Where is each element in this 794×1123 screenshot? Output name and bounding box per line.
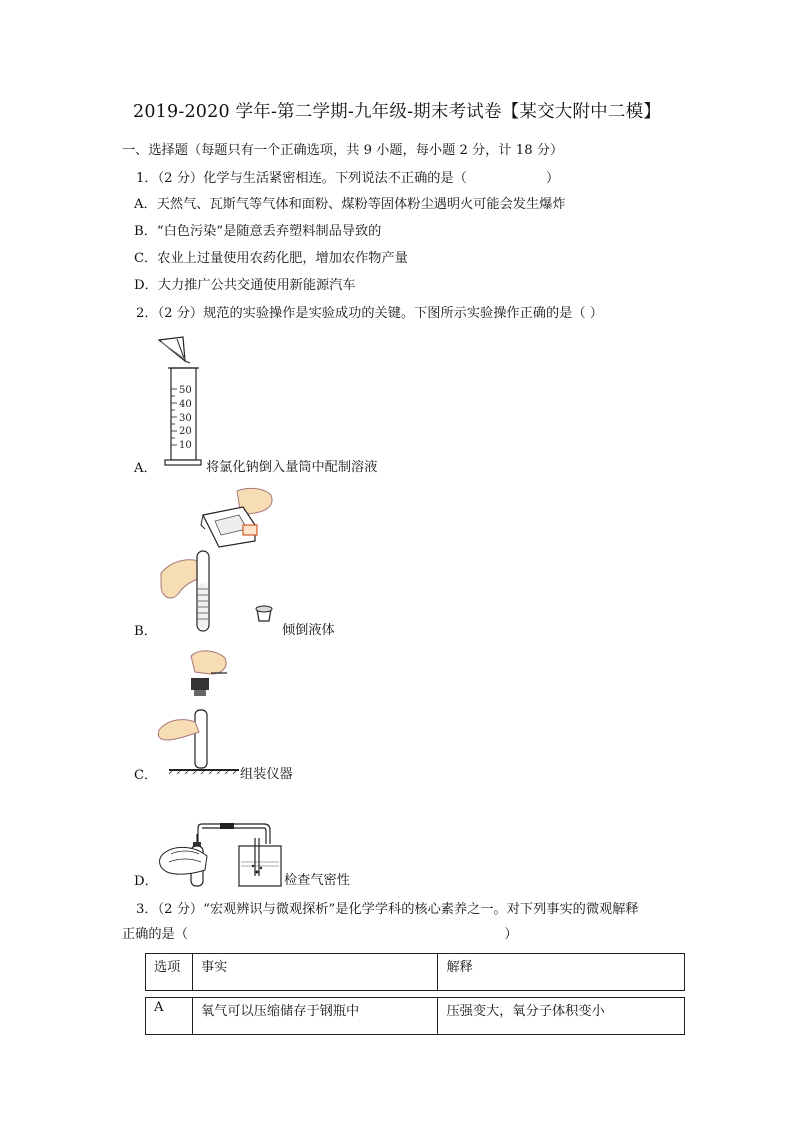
- question-3-stem-line2: 正确的是（ ）: [122, 927, 518, 942]
- question-2-option-d-caption: 检查气密性: [284, 873, 350, 888]
- question-2-option-a-caption: 将氯化钠倒入量筒中配制溶液: [206, 460, 378, 475]
- question-1-option-c: C．农业上过量使用农药化肥，增加农作物产量: [134, 251, 408, 266]
- question-2-option-c-caption: 组装仪器: [240, 767, 293, 782]
- cylinder-scale-label: 20: [179, 426, 192, 437]
- cylinder-scale-label: 10: [179, 440, 192, 451]
- airtightness-check-icon: [155, 840, 285, 888]
- assembling-apparatus-icon: [155, 648, 240, 773]
- table-header-cell: 事实: [192, 954, 438, 991]
- rubber-tube-icon: [188, 822, 288, 844]
- page-title: 2019-2020 学年-第二学期-九年级-期末考试卷【某交大附中二模】: [133, 102, 661, 122]
- question-3-stem-line1: 3．（2 分）“宏观辨识与微观探析”是化学学科的核心素养之一。对下列事实的微观解释: [136, 902, 639, 917]
- question-2-option-a-letter: A．: [134, 461, 157, 476]
- question-1-stem: 1．（2 分）化学与生活紧密相连。下列说法不正确的是（ ）: [136, 171, 560, 186]
- question-1-option-a: A．天然气、瓦斯气等气体和面粉、煤粉等固体粉尘遇明火可能会发生爆炸: [134, 197, 566, 212]
- question-2-option-d-letter: D．: [134, 874, 158, 889]
- table-cell: 氧气可以压缩储存于钢瓶中: [192, 998, 438, 1035]
- question-2-option-c-letter: C．: [134, 768, 158, 783]
- table-header-cell: 选项: [146, 954, 193, 991]
- graduated-cylinder-icon: [155, 335, 215, 470]
- table-header-row: [146, 954, 685, 991]
- cylinder-scale-label: 40: [179, 399, 192, 410]
- table-row: [146, 998, 685, 1035]
- question-3-table: [145, 953, 685, 1035]
- section-heading: 一、选择题（每题只有一个正确选项，共 9 小题，每小题 2 分，计 18 分）: [122, 143, 564, 158]
- question-2-option-b-letter: B．: [134, 624, 157, 639]
- question-2-option-b-caption: 倾倒液体: [282, 623, 335, 638]
- question-2-stem: 2．（2 分）规范的实验操作是实验成功的关键。下图所示实验操作正确的是（ ）: [136, 306, 603, 321]
- cylinder-scale-label: 30: [179, 413, 192, 424]
- table-cell: A: [146, 998, 193, 1035]
- question-1-option-b: B．“白色污染”是随意丢弃塑料制品导致的: [134, 224, 382, 239]
- cylinder-scale-label: 50: [179, 385, 192, 396]
- question-1-option-d: D．大力推广公共交通使用新能源汽车: [134, 278, 356, 293]
- table-header-cell: 解释: [438, 954, 685, 991]
- pouring-liquid-icon: [155, 485, 280, 635]
- table-cell: 压强变大，氧分子体积变小: [438, 998, 685, 1035]
